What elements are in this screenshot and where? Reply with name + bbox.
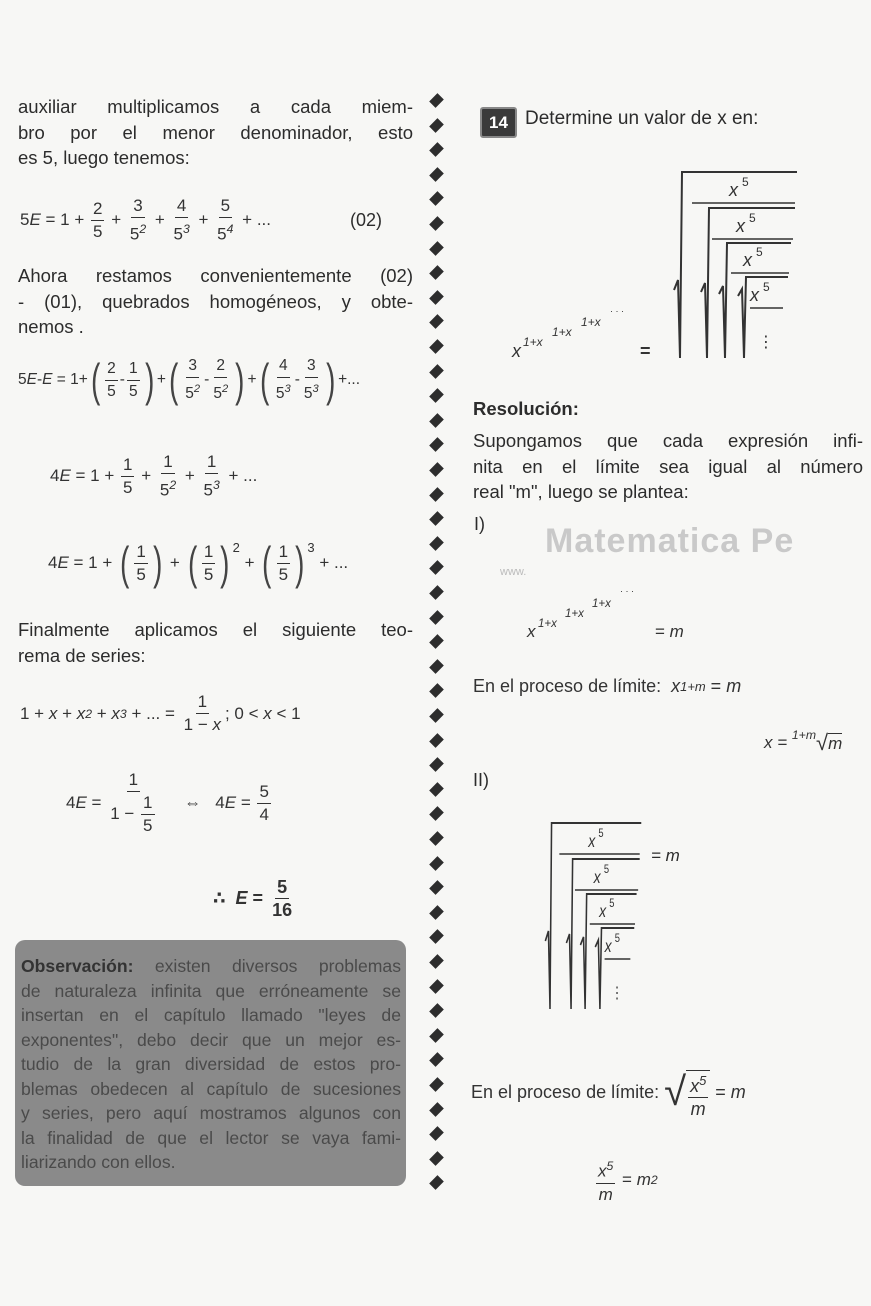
equation-case1-rhs: [655, 622, 684, 642]
math-variable: x: [76, 703, 86, 723]
math-text: =: [655, 622, 670, 641]
math-text: 3: [307, 357, 316, 374]
math-variable: m: [598, 1184, 613, 1204]
square-root: [664, 1066, 710, 1119]
math-text: 5: [277, 877, 288, 897]
math-text: ⇔ 4: [160, 793, 225, 812]
x-base: x: [750, 285, 759, 305]
math-text: 1 −: [183, 715, 213, 734]
math-text: 1: [136, 541, 146, 561]
text-line: bro por el menor denominador, esto: [18, 121, 413, 143]
radical-sign: √: [664, 1070, 687, 1114]
left-paren: (: [187, 537, 197, 589]
math-text: 2: [93, 198, 103, 218]
math-text: 4: [50, 466, 60, 486]
math-text: 5: [278, 564, 289, 584]
math-text: + ...: [314, 553, 349, 572]
math-text: 1: [278, 541, 289, 561]
math-text: 5: [18, 371, 27, 389]
right-paren: ): [152, 537, 163, 589]
math-variable: m: [730, 1082, 746, 1102]
math-text: 4: [66, 793, 76, 812]
vertical-ellipsis: ⋮: [758, 334, 774, 351]
math-exponent: 2: [169, 478, 177, 492]
math-exponent: 3: [212, 478, 220, 492]
numerator: [688, 1071, 708, 1098]
math-text: 1: [128, 770, 139, 789]
text-line: Supongamos que cada expresión infi-: [473, 430, 863, 451]
math-variable: x: [690, 1076, 700, 1096]
math-text: ∴: [213, 888, 236, 908]
equation-final-m: [594, 1156, 658, 1205]
math-text: 1: [123, 454, 133, 474]
case-1-label: I): [474, 514, 485, 534]
math-text: + ...: [223, 466, 258, 486]
math-text: +: [57, 703, 77, 723]
math-text: 5: [213, 385, 222, 403]
radical-sign: [566, 859, 639, 1009]
text-line: auxiliar multiplicamos a cada miem-: [18, 96, 413, 117]
left-paren: (: [169, 354, 179, 407]
observation-text: Observación: existen diversos problemas de naturaleza infinita que erróneamente se insertan en el capítulo llamado "leyes de exponentes", debo decir que un mejor es- tudio de la gran diversidad de estos pro- blemas obedecen al capítulo de sucesiones y series, pero aquí mostramos algunos con la finalidad de que el lector se vaya fami- liarizando con ellos.: [21, 956, 401, 1172]
x-root-equation: x = $^{1+m}$ √ m: [764, 728, 843, 755]
text-line: Finalmente aplicamos el siguiente teo-: [18, 619, 413, 640]
math-text: -: [36, 371, 43, 389]
math-text: = 1 +: [40, 210, 90, 230]
math-text: 1 −: [110, 803, 140, 823]
problem-statement: Determine un valor de x en:: [525, 108, 759, 129]
math-variable: x: [212, 715, 221, 734]
math-text: 5: [129, 224, 140, 244]
left-paren: (: [262, 537, 272, 589]
math-text: 3: [133, 196, 143, 215]
math-text: +...: [338, 371, 361, 389]
math-text: < 1: [271, 703, 301, 723]
math-variable: x: [48, 703, 58, 723]
x-base: x: [599, 901, 607, 922]
problem-number-badge: 14: [480, 107, 517, 138]
right-paren: ): [295, 537, 305, 589]
numerator: [596, 1156, 615, 1184]
nested-radicals: [674, 172, 797, 358]
math-text: En el proceso de límite:: [471, 1082, 665, 1102]
math-variable: x: [111, 703, 120, 723]
math-text: +: [156, 371, 166, 389]
radical-sign: [701, 208, 795, 358]
math-exponent: 2: [232, 540, 240, 555]
math-exponent: 3: [312, 383, 319, 395]
math-text: 5: [259, 781, 269, 801]
math-text: 1 +: [20, 703, 49, 723]
math-variable: x: [671, 676, 681, 696]
x-exponent: 5: [614, 931, 620, 946]
math-text: -: [294, 371, 300, 389]
equals-sign: =: [640, 341, 651, 361]
math-exponent: 3: [284, 383, 291, 395]
math-variable: x: [263, 703, 272, 723]
left-paren: (: [120, 537, 130, 589]
x-exponent: 5: [603, 862, 610, 877]
tower-level: 1+x: [592, 598, 611, 610]
math-text: +: [247, 371, 257, 389]
math-text: + ...: [237, 210, 271, 230]
math-variable: E: [59, 466, 71, 486]
x-exponent: 5: [742, 175, 749, 189]
math-variable: E: [26, 371, 37, 389]
text-line: es 5, luego tenemos:: [18, 147, 190, 168]
math-text: = 1 +: [70, 466, 120, 486]
text-line: nita en el límite sea igual al número: [473, 455, 863, 477]
math-text: 5: [136, 564, 146, 584]
left-paren: (: [259, 354, 269, 407]
vertical-ellipsis: ⋮: [610, 984, 624, 1003]
math-text: 4: [259, 804, 269, 824]
math-text: 4: [48, 553, 58, 572]
math-variable: E: [57, 553, 69, 572]
math-text: =: [617, 1170, 637, 1190]
math-text: 1: [203, 541, 214, 561]
x-exponent: 5: [609, 896, 615, 911]
limit-equation-2: [471, 1066, 746, 1119]
math-text: 1: [128, 359, 138, 377]
tower-level: 1+x: [581, 315, 601, 329]
tower-base: x: [512, 341, 521, 361]
math-text: +: [239, 553, 260, 572]
math-text: +: [193, 210, 214, 230]
text-line: rema de series:: [18, 644, 146, 666]
x-base: x: [736, 216, 745, 236]
math-text: +: [136, 466, 156, 486]
tower-level: 1+x: [538, 618, 557, 630]
right-paren: ): [325, 354, 335, 407]
math-text: 5: [128, 382, 138, 400]
x-base: x: [604, 936, 612, 957]
math-text: 2: [107, 359, 116, 377]
tower-level: 1+x: [523, 335, 543, 349]
math-text: =: [236, 793, 256, 812]
x-base: x: [588, 831, 596, 852]
math-text: =: [705, 676, 727, 696]
math-variable: E: [75, 793, 87, 812]
math-text: 16: [272, 900, 293, 920]
math-exponent: 2: [193, 383, 201, 395]
power-tower: [511, 306, 651, 361]
math-variable: m: [636, 1170, 651, 1190]
math-exponent: 3: [182, 222, 190, 236]
watermark: Matematica Pe: [545, 522, 795, 560]
math-text: 4: [176, 196, 187, 215]
power-tower-case1: [526, 586, 634, 641]
math-exponent: 5: [699, 1073, 707, 1088]
math-text: +: [92, 703, 112, 723]
math-exponent: 5: [606, 1159, 614, 1173]
text-line: nemos .: [18, 316, 84, 337]
math-text: + ... =: [126, 703, 180, 723]
math-variable: E: [42, 371, 53, 389]
math-text: 5: [185, 385, 194, 403]
math-text: 1: [143, 793, 153, 812]
case-2-label: II): [473, 770, 489, 790]
tower-base: x: [527, 622, 536, 641]
tower-level: 1+x: [565, 608, 584, 620]
math-exponent: 2: [221, 383, 229, 395]
math-exponent: 2: [139, 222, 147, 236]
math-exponent: 2: [85, 706, 93, 721]
x-exponent: 5: [749, 211, 756, 225]
math-text: 5: [275, 385, 285, 403]
math-text: +: [165, 553, 185, 572]
math-text: =: [86, 793, 107, 812]
text-line: Ahora restamos convenientemente (02): [18, 265, 413, 286]
math-text: -: [204, 371, 210, 389]
resolution-paragraph: [473, 428, 863, 505]
math-text: +: [150, 210, 170, 230]
math-variable: x: [598, 1161, 607, 1181]
equation-case2-rhs: = m: [651, 846, 680, 865]
math-exponent: 3: [119, 706, 127, 721]
tower-dots: · · ·: [610, 306, 624, 316]
x-base: x: [743, 250, 752, 270]
math-variable: E: [235, 888, 248, 908]
math-text: 5: [143, 816, 153, 835]
math-exponent: 2: [650, 1173, 658, 1188]
math-text: 5: [93, 221, 103, 241]
math-variable: m: [690, 1099, 706, 1119]
radicand: [686, 1070, 710, 1119]
math-text: 3: [188, 357, 198, 374]
x-base: x: [593, 867, 601, 888]
limit-equation-1: [473, 676, 741, 697]
math-exponent: 1+m: [680, 679, 706, 694]
observation-title: Observación:: [21, 956, 134, 976]
math-text: -: [119, 371, 125, 389]
math-text: =: [710, 1082, 731, 1102]
math-variable: m: [726, 676, 742, 696]
right-paren: ): [220, 537, 230, 589]
x-base: x: [729, 180, 738, 200]
x-exponent: 5: [598, 826, 604, 841]
denominator: [597, 1184, 615, 1205]
math-text: 5: [173, 224, 183, 244]
math-text: 2: [216, 357, 226, 374]
fraction: [596, 1156, 615, 1205]
math-text: 5: [220, 196, 231, 215]
text-line: - (01), quebrados homogéneos, y obte-: [18, 290, 413, 312]
math-text: 5: [203, 480, 213, 500]
math-text: 5: [123, 477, 133, 497]
fraction: [688, 1071, 708, 1119]
equation-label: (02): [350, 210, 383, 230]
math-text: 5: [203, 564, 214, 584]
tower-dots: · · ·: [620, 586, 634, 596]
resolution-heading: Resolución:: [473, 398, 579, 419]
right-paren: ): [144, 354, 154, 407]
math-text: +: [180, 466, 200, 486]
math-text: = 1+: [52, 371, 88, 389]
left-paren: (: [90, 354, 101, 407]
math-variable: E: [29, 210, 41, 230]
math-text: +: [106, 210, 126, 230]
math-variable: E: [224, 793, 237, 812]
nested-radicals-case2: [545, 823, 641, 1009]
math-text: 5: [217, 224, 227, 244]
x-exponent: 5: [763, 280, 770, 294]
denominator: [689, 1098, 708, 1119]
math-text: En el proceso de límite:: [473, 676, 672, 696]
tower-level: 1+x: [552, 325, 572, 339]
text-line: real "m", luego se plantea:: [473, 481, 689, 502]
math-text: 5: [107, 382, 116, 400]
math-text: =: [247, 888, 269, 908]
radical-sign: √: [816, 730, 829, 755]
math-exponent: 4: [226, 222, 234, 236]
math-exponent: 3: [307, 540, 315, 555]
math-text: 4: [278, 357, 288, 374]
x-exponent: 5: [756, 245, 763, 259]
math-text: 5: [303, 385, 313, 403]
math-text: 5: [20, 210, 30, 230]
math-text: ; 0 <: [224, 703, 264, 723]
math-text: 1: [206, 452, 217, 471]
watermark-url: www.: [500, 566, 527, 578]
right-paren: ): [235, 354, 245, 407]
math-text: = 1 +: [68, 553, 118, 572]
math-text: 1: [197, 692, 208, 711]
math-text: 5: [159, 480, 170, 500]
math-text: 1: [163, 452, 173, 471]
math-variable: m: [669, 622, 684, 641]
